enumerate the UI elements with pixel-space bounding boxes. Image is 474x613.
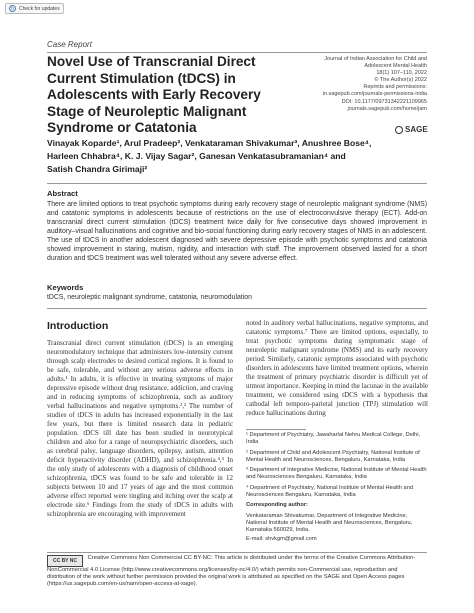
corresponding-author-heading: Corresponding author: — [246, 502, 308, 509]
sage-logo-icon — [395, 126, 403, 134]
keywords-bottom-rule — [47, 308, 427, 309]
journal-line: in.sagepub.com/journals-permissions-india — [322, 91, 427, 98]
keywords-text: tDCS, neuroleptic malignant syndrome, catatonia, neuromodulation — [47, 294, 252, 301]
refresh-icon: ↻ — [10, 5, 15, 12]
license-text: Creative Commons Non Commercial CC BY-NC: This article is distributed under the terms of the Creative Commons Attribution-NonCommercial 4.0 License (http://www.creativecommons.org/licenses/by-nc/4.0/) which permits non-Commercial use, reproduction and distribution of the work without further permission provided the original work is attributed as specified on the SAGE and Open Access pages (https://us.sagepub.com/en-us/nam/open-access-at-sage). — [47, 555, 416, 588]
cc-license-badge[interactable]: CC BY NC — [47, 555, 83, 567]
introduction-left-column: Transcranial direct current stimulation (tDCS) is an emerging neuromodulatory technique that administers low-intensity current through scalp electrodes to desired cortical regions. It is found to be safe, tolerable, and without any serious adverse effects in adults.¹ In adults, it is effective in treating symptoms of major depressive episode without drug resistance, addiction, and craving and in reducing symptoms of schizophrenia, such as auditory verbal hallucinations and negative symptoms.²,³ The number of studies of tDCS in adults has increased exponentially in the last few years, but there is limited research data in pediatric population. tDCS till date has been studied in neurotypical children and also for a range of neuropsychiatric disorders, such as cerebral palsy, language disorders, epilepsy, autism, attention deficit hyperactivity disorder (ADHD), and schizophrenia.⁴,⁵ In the only study of adolescents with a diagnosis of childhood onset schizophrenia, tDCS was found to be safe and tolerable in 12 subjects between 10 and 17 years of age and the most common adverse effect reported were tingling and itching over the scalp at electrode site.⁶ Findings from the study of tDCS in adults with schizophrenia are encouraging with improvement — [47, 339, 233, 518]
journal-line: Adolescent Mental Health — [364, 63, 427, 70]
affiliation-item: ³ Department of Integrative Medicine, National Institute of Mental Health and Neurosciences Bengaluru, Karnataka, India — [246, 467, 427, 481]
author-list — [47, 137, 427, 176]
sage-logo — [395, 125, 428, 134]
author-line: Satish Chandra Girimaji² — [47, 164, 148, 174]
license-block — [47, 555, 427, 589]
introduction-right-column: noted in auditory verbal hallucinations, negative symptoms, and catatonic symptoms.⁷ There are limited options, especially, to treat psychotic symptoms during symptomatic stage of neuroleptic malignant syndrome (NMS) and its early recovery period. Similarly, catatonic symptoms associated with psychotic disorders in adolescents have limited treatment options, wherein the treatment of primary psychiatric disorder is difficult yet of utmost importance. Keeping in mind the lacunae in the available treatment, we considered using tDCS with a hypothesis that cathodal left temporo-parietal junction (TPJ) stimulation will reduce hallucinations during — [246, 319, 428, 417]
author-line: Vinayak Koparde¹, Arul Pradeep², Venkataraman Shivakumar³, Anushree Bose⁴, — [47, 138, 372, 148]
affiliations — [246, 432, 428, 546]
journal-line: journals.sagepub.com/home/jam — [347, 105, 427, 112]
corresponding-author-text: Venkataraman Shivakumar, Department of Integrative Medicine, National Institute of Mental Health and Neurosciences, Bengaluru, Karnataka 560029, India. — [246, 512, 413, 534]
sage-logo-text: SAGE — [405, 125, 428, 134]
journal-line: DOI: 10.1177/09731342221109965 — [341, 98, 427, 105]
journal-info — [290, 56, 427, 113]
keywords-heading: Keywords — [47, 283, 84, 292]
journal-line: Journal of Indian Association for Child and — [324, 56, 427, 62]
corresponding-author-email[interactable]: E-mail: shvkgm@gmail.com — [246, 535, 317, 542]
journal-line: 18(1) 107–110, 2022 — [376, 70, 427, 77]
article-title: Novel Use of Transcranial Direct Current Stimulation (tDCS) in Adolescents with Early Recovery Stage of Neuroleptic Malignant Syndrome or Catatonia — [47, 54, 261, 136]
license-rule — [47, 552, 427, 553]
affiliation-item: ¹ Department of Psychiatry, Jawaharlal Nehru Medical College, Delhi, India — [246, 432, 421, 446]
author-line: Harleen Chhabra⁴, K. J. Vijay Sagar², Ganesan Venkatasubramanian⁴ and — [47, 151, 346, 161]
abstract-text: There are limited options to treat psychotic symptoms during early recovery stage of neuroleptic malignant syndrome (NMS) and catatonic symptoms in adolescents because of restrictions on the use of electroconvulsive therapy (ECT). Add-on transcranial direct current stimulation (tDCS) treatment twice daily for five consecutive days showed improvement in auditory–visual hallucinations and cognitive and bio-social functioning during early recovery stages of NMS in an adolescent. The use of tDCS in another adolescent diagnosed with severe depressive episode with psychotic symptoms and catatonia showed improvement in staring, mutism, rigidity, and interaction with staff. The improvement observed lasted for a short duration and tDCS treatment was well tolerated without any severe adverse effect. — [47, 201, 427, 262]
header-rule — [47, 52, 427, 53]
article-type: Case Report — [47, 40, 92, 49]
check-for-updates-badge[interactable] — [5, 3, 64, 14]
check-for-updates-label: Check for updates — [19, 5, 60, 12]
abstract-heading: Abstract — [47, 189, 78, 198]
abstract-top-rule — [47, 183, 427, 184]
affiliation-rule — [246, 429, 306, 430]
introduction-heading: Introduction — [47, 320, 109, 332]
journal-line: © The Author(s) 2022 — [374, 77, 427, 84]
journal-line: Reprints and permissions: — [363, 84, 427, 91]
affiliation-item: ² Department of Child and Adolescent Psychiatry, National Institute of Mental Health and Neurosciences, Bengaluru, Karnataka, India — [246, 449, 420, 463]
affiliation-item: ⁴ Department of Psychiatry, National Institute of Mental Health and Neurosciences Bengaluru, Karnataka, India — [246, 484, 414, 499]
